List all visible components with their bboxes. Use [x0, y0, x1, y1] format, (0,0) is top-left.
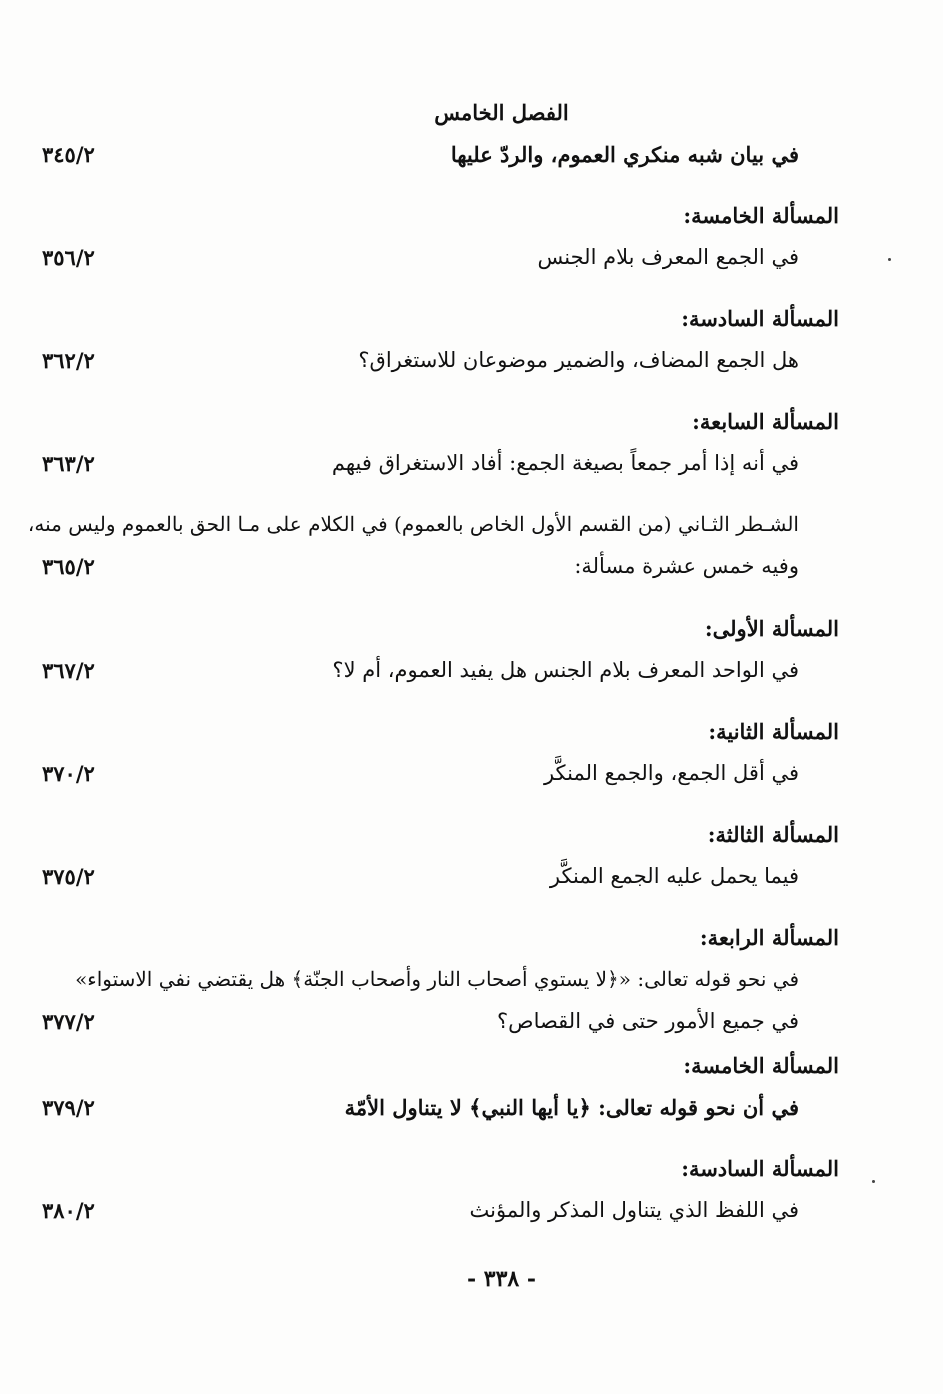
entry-page-ref: ٣٥٦/٢: [42, 245, 95, 270]
entry-page-ref: ٣٦٧/٢: [42, 658, 95, 683]
entry-text: في أن نحو قوله تعالى: ﴿يا أيها النبي﴾ لا يتناول الأمّة: [344, 1095, 799, 1120]
entry-page-ref: ٣٨٠/٢: [42, 1198, 95, 1223]
scan-speck: [872, 1180, 875, 1183]
entry-text: في أقل الجمع، والجمع المنكَّر: [543, 761, 799, 785]
entry-text: في الجمع المعرف بلام الجنس: [537, 245, 799, 269]
entry-title: المسألة الثالثة:: [707, 822, 839, 847]
entry-text: في جميع الأمور حتى في القصاص؟: [497, 1009, 799, 1033]
entry-title: المسألة السابعة:: [692, 409, 839, 434]
chapter-subtitle: في بيان شبه منكري العموم، والردّ عليها: [450, 142, 799, 167]
section-heading-line: وفيه خمس عشرة مسألة:: [574, 554, 799, 578]
entry-page-ref: ٣٧٥/٢: [42, 864, 95, 889]
entry-text: في أنه إذا أمر جمعاً بصيغة الجمع: أفاد الاستغراق فيهم: [331, 451, 799, 475]
entry-page-ref: ٣٦٣/٢: [42, 451, 95, 476]
entry-text: في الواحد المعرف بلام الجنس هل يفيد العموم، أم لا؟: [332, 658, 799, 682]
entry-text: هل الجمع المضاف، والضمير موضوعان للاستغراق؟: [358, 348, 799, 372]
entry-title: المسألة الثانية:: [708, 719, 839, 744]
entry-title: المسألة الخامسة:: [683, 1053, 839, 1078]
entry-title: المسألة السادسة:: [681, 1156, 839, 1181]
entry-title: المسألة الأولى:: [704, 616, 839, 641]
scan-speck: [888, 258, 891, 261]
page-number: - ٣٣٨ -: [466, 1266, 537, 1292]
entry-page-ref: ٣٧٠/٢: [42, 761, 95, 786]
entry-title: المسألة الرابعة:: [699, 925, 839, 950]
chapter-page-ref: ٣٤٥/٢: [42, 142, 95, 167]
entry-page-ref: ٣٦٢/٢: [42, 348, 95, 373]
section-page-ref: ٣٦٥/٢: [42, 554, 95, 579]
chapter-heading: الفصل الخامس: [434, 100, 569, 125]
entry-title: المسألة السادسة:: [681, 306, 839, 331]
section-heading-line: الشـطر الثـاني (من القسم الأول الخاص بالعموم) في الكلام على مـا الحق بالعموم وليس منه،: [27, 512, 799, 536]
entry-page-ref: ٣٧٩/٢: [42, 1095, 95, 1120]
entry-text: فيما يحمل عليه الجمع المنكَّر: [549, 864, 799, 888]
entry-page-ref: ٣٧٧/٢: [42, 1009, 95, 1034]
entry-text: في نحو قوله تعالى: «﴿لا يستوي أصحاب النار وأصحاب الجنّة﴾ هل يقتضي نفي الاستواء»: [75, 967, 799, 991]
entry-title: المسألة الخامسة:: [683, 203, 839, 228]
entry-text: في اللفظ الذي يتناول المذكر والمؤنث: [469, 1198, 799, 1222]
